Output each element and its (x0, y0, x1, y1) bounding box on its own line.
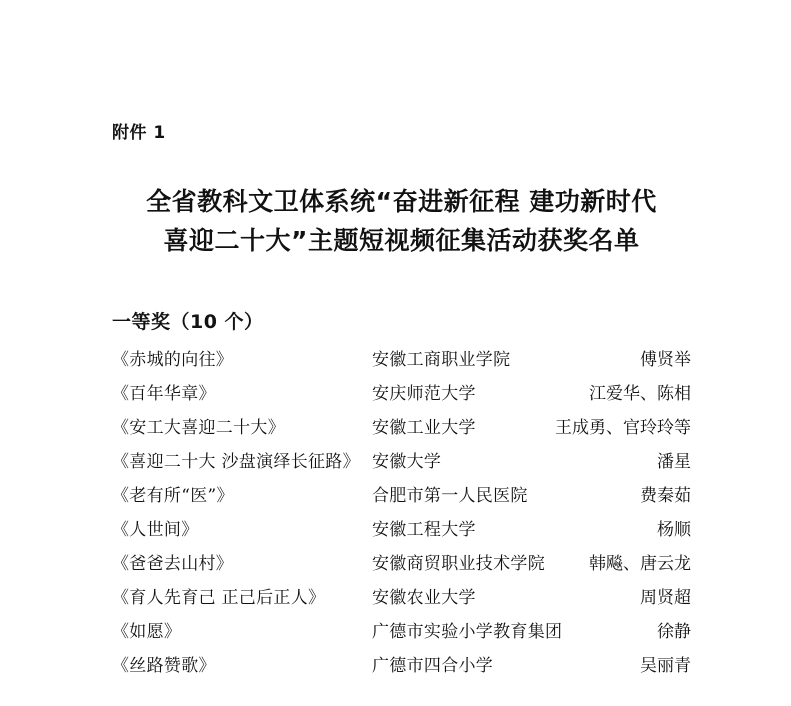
award-authors: 潘星 (657, 451, 691, 472)
award-organization: 广德市四合小学 (372, 655, 494, 676)
award-organization: 安徽工业大学 (372, 417, 476, 438)
list-item (112, 621, 691, 658)
award-work-title: 《人世间》 (112, 519, 199, 540)
award-work-title: 《安工大喜迎二十大》 (112, 417, 285, 438)
award-work-title: 《赤城的向往》 (112, 349, 234, 370)
award-work-title: 《喜迎二十大 沙盘演绎长征路》 (112, 451, 360, 472)
award-work-title: 《丝路赞歌》 (112, 655, 216, 676)
list-item (112, 485, 691, 522)
award-organization: 广德市实验小学教育集团 (372, 621, 563, 642)
award-organization: 合肥市第一人民医院 (372, 485, 528, 506)
award-list (112, 349, 691, 692)
page-title-line-1: 全省教科文卫体系统“奋进新征程 建功新时代 (146, 187, 657, 216)
award-organization: 安庆师范大学 (372, 383, 476, 404)
list-item (112, 417, 691, 454)
award-organization: 安徽工程大学 (372, 519, 476, 540)
list-item (112, 553, 691, 590)
award-work-title: 《育人先育己 正己后正人》 (112, 587, 326, 608)
list-item (112, 655, 691, 692)
award-work-title: 《百年华章》 (112, 383, 216, 404)
attachment-label: 附件 1 (112, 123, 166, 143)
award-organization: 安徽工商职业学院 (372, 349, 511, 370)
list-item (112, 587, 691, 624)
award-authors: 徐静 (657, 621, 691, 642)
award-organization: 安徽农业大学 (372, 587, 476, 608)
award-authors: 江爱华、陈相 (589, 383, 691, 404)
list-item (112, 519, 691, 556)
award-work-title: 《老有所“医”》 (112, 485, 234, 506)
award-authors: 杨顺 (657, 519, 691, 540)
award-organization: 安徽商贸职业技术学院 (372, 553, 545, 574)
list-item (112, 383, 691, 420)
list-item (112, 349, 691, 386)
page-title-line-2: 喜迎二十大”主题短视频征集活动获奖名单 (163, 225, 640, 255)
section-heading-first-prize: 一等奖（10 个） (112, 310, 264, 333)
award-work-title: 《如愿》 (112, 621, 182, 642)
award-organization: 安徽大学 (372, 451, 442, 472)
award-authors: 周贤超 (640, 587, 691, 608)
list-item (112, 451, 691, 488)
award-authors: 韩飚、唐云龙 (589, 553, 691, 574)
award-authors: 王成勇、官玲玲等 (555, 417, 691, 438)
award-authors: 傅贤举 (640, 349, 691, 370)
award-authors: 吴丽青 (640, 655, 691, 676)
award-work-title: 《爸爸去山村》 (112, 553, 234, 574)
page-title (112, 183, 691, 261)
award-authors: 费秦茹 (640, 485, 691, 506)
